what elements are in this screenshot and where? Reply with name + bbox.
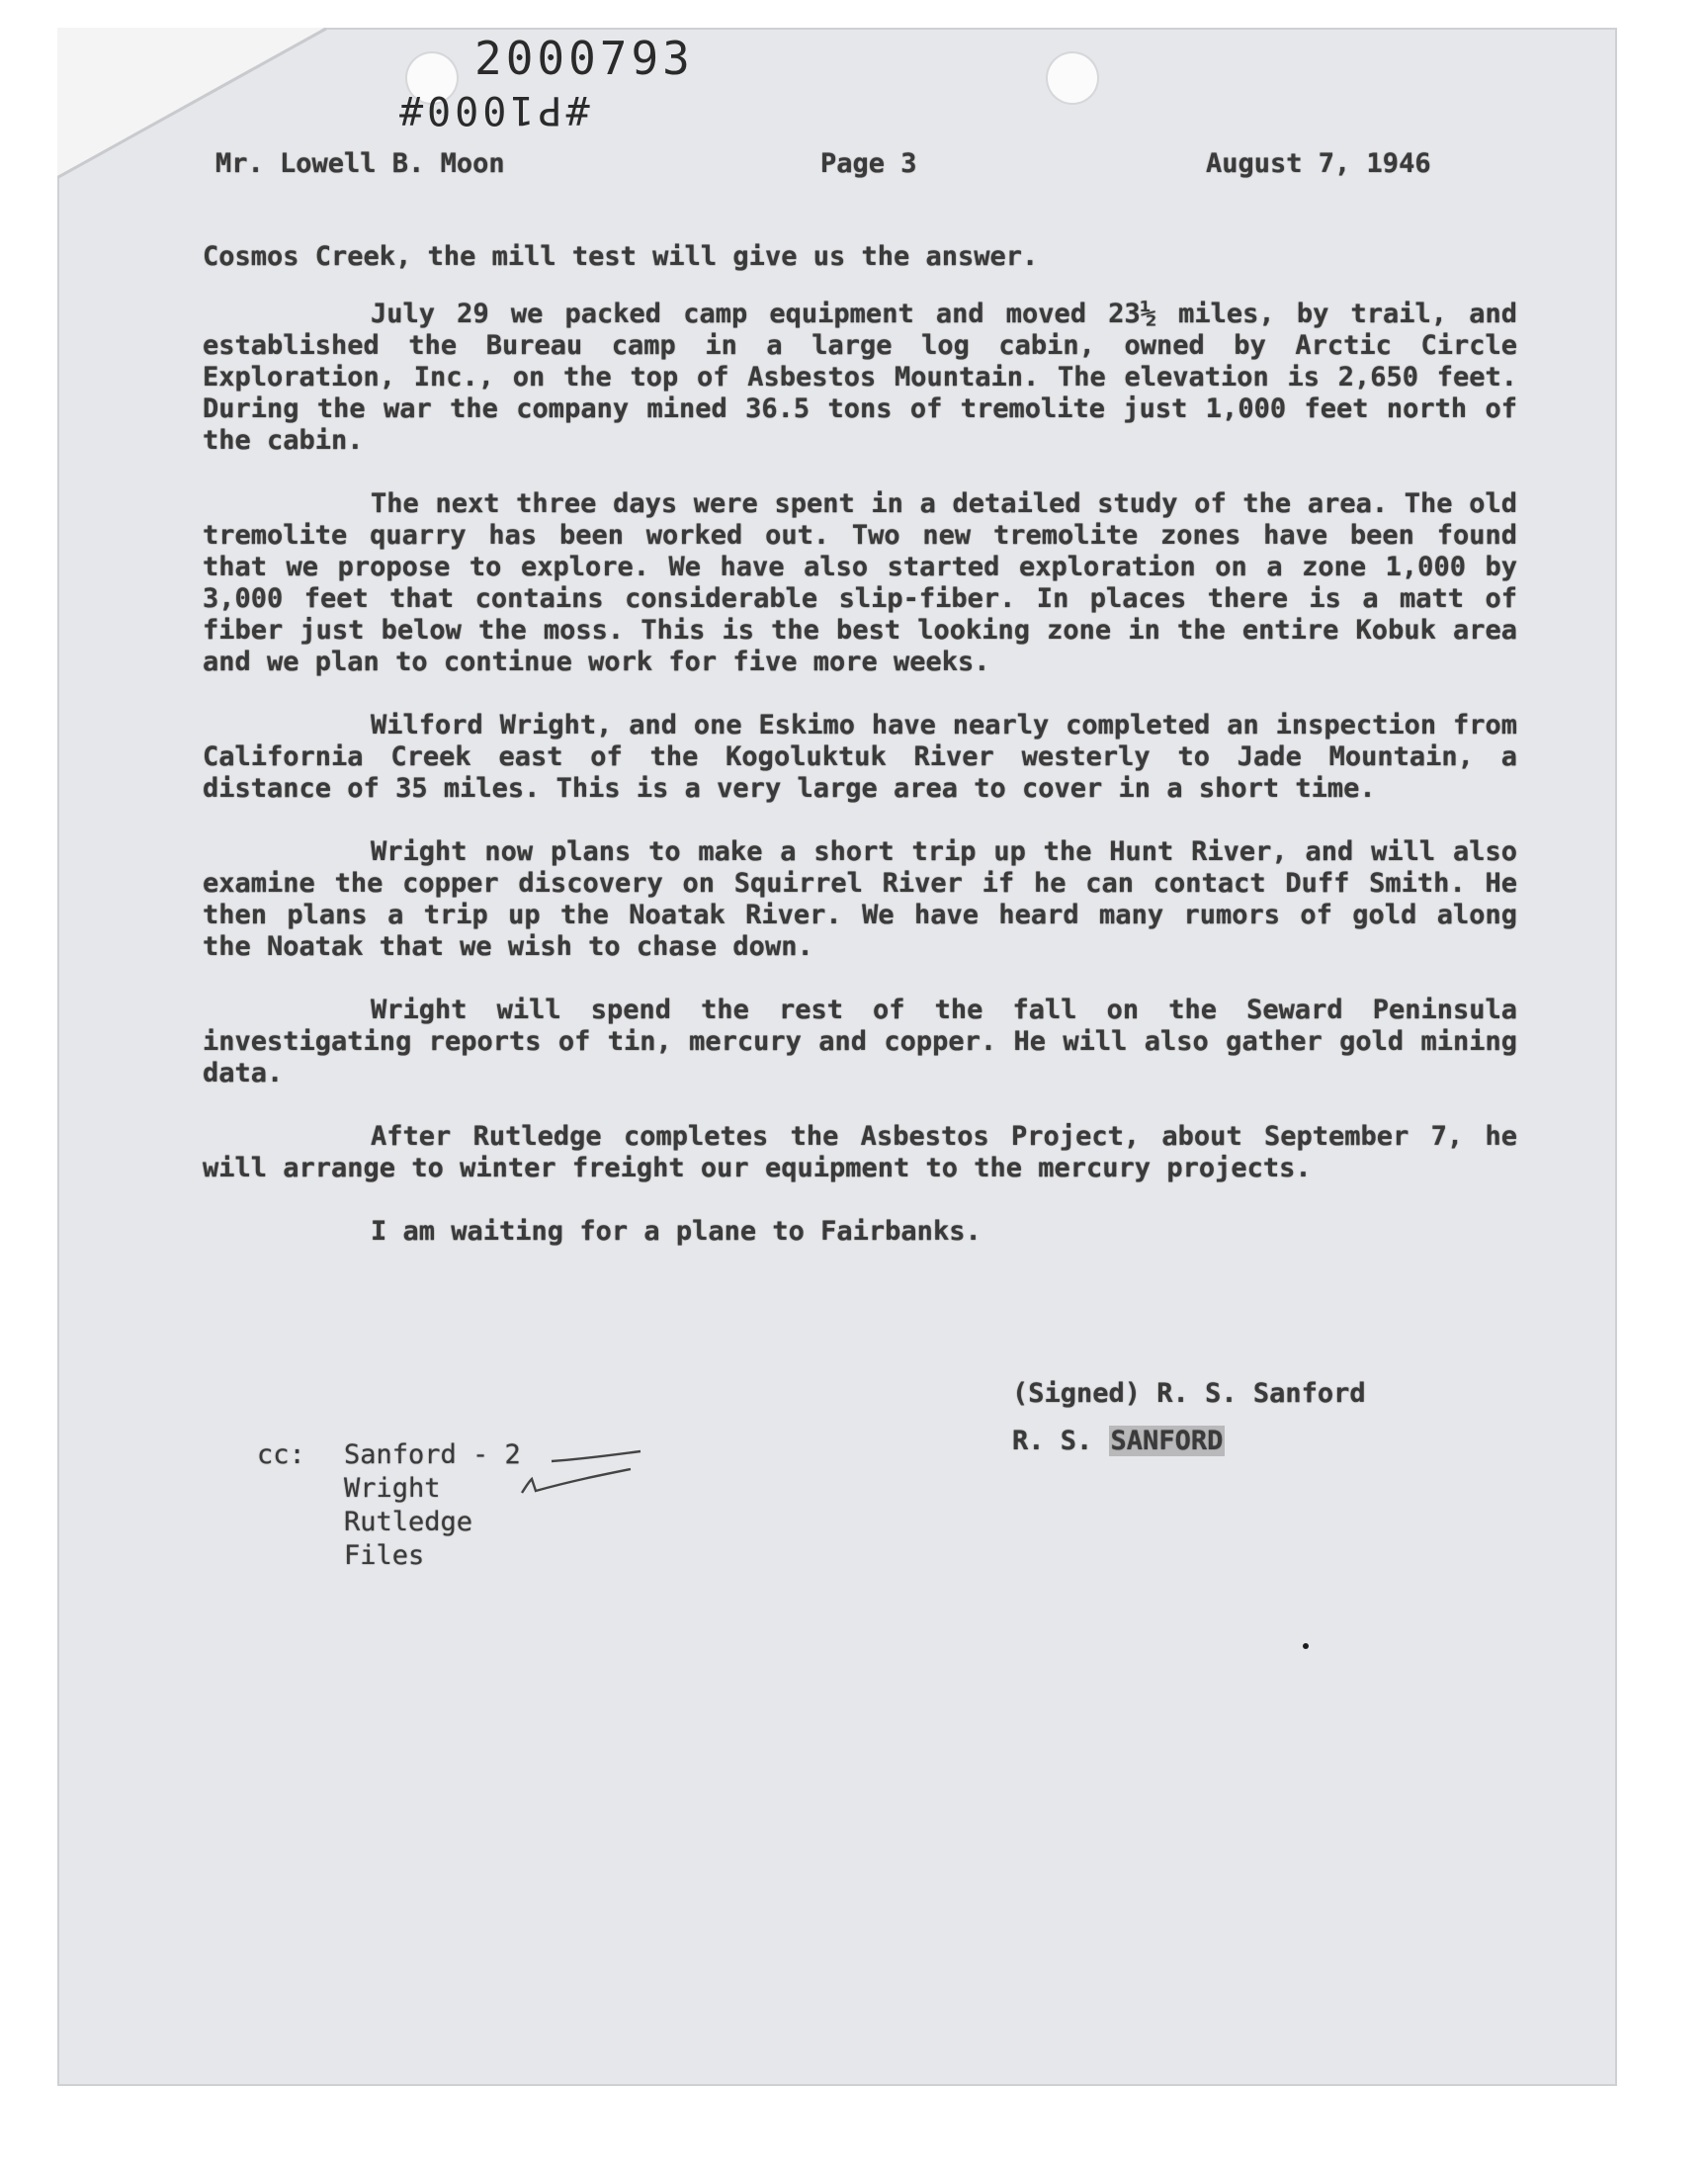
paragraph-wright-inspection: Wilford Wright, and one Eskimo have nearly completed an inspection from California Creek east of the Kogoluktuk River westerly to Jade Mountain, a distance of 35 miles. This is a very large area to cover in a short time.	[203, 710, 1517, 804]
ink-speck	[1303, 1643, 1309, 1649]
signed-line: (Signed) R. S. Sanford	[1012, 1378, 1366, 1409]
letter-body	[203, 241, 1517, 1279]
cc-recipient-list	[344, 1439, 521, 1574]
rotated-number-stamp: #P1000#	[395, 87, 590, 132]
cc-label: cc:	[257, 1439, 305, 1470]
page-number: Page 3	[820, 148, 917, 179]
cc-recipient: Sanford - 2	[344, 1439, 521, 1470]
paragraph-wright-trip: Wright now plans to make a short trip up the Hunt River, and will also examine the copper discovery on Squirrel River if he can contact Duff Smith. He then plans a trip up the Noatak River. We have heard many rumors of gold along the Noatak that we wish to chase down.	[203, 836, 1517, 962]
paragraph-rutledge: After Rutledge completes the Asbestos Project, about September 7, he will arrange to winter freight our equipment to the mercury projects.	[203, 1121, 1517, 1183]
signature-initials: R. S.	[1012, 1426, 1093, 1456]
punch-hole-right	[1048, 53, 1097, 103]
typed-signature	[1012, 1426, 1366, 1457]
cc-recipient: Files	[344, 1540, 425, 1571]
cc-recipient: Wright	[344, 1473, 441, 1504]
letter-date: August 7, 1946	[1206, 148, 1431, 179]
paragraph-area-study: The next three days were spent in a detailed study of the area. The old tremolite quarry has been worked out. Two new tremolite zones have been found that we propose to explore. We have also started exploration on a zone 1,000 by 3,000 feet that contains considerable slip-fiber. In places there is a matt of fiber just below the moss. This is the best looking zone in the entire Kobuk area and we plan to continue work for five more weeks.	[203, 488, 1517, 677]
signature-block	[1012, 1378, 1366, 1473]
cc-recipient: Rutledge	[344, 1507, 473, 1537]
document-number-stamp: 2000793	[474, 32, 694, 85]
paragraph-waiting: I am waiting for a plane to Fairbanks.	[371, 1216, 982, 1247]
paragraph-seward-peninsula: Wright will spend the rest of the fall on the Seward Peninsula investigating reports of tin, mercury and copper. He will also gather gold mining data.	[203, 995, 1517, 1088]
paragraph-continuation: Cosmos Creek, the mill test will give us the answer.	[203, 241, 1039, 272]
paragraph-camp-move: July 29 we packed camp equipment and moved 23½ miles, by trail, and established the Bureau camp in a large log cabin, owned by Arctic Circle Exploration, Inc., on the top of Asbestos Mountain. The elevation is 2,650 feet. During the war the company mined 36.5 tons of tremolite just 1,000 feet north of the cabin.	[203, 299, 1517, 456]
signature-surname: SANFORD	[1110, 1426, 1224, 1456]
letter-header	[215, 148, 1441, 184]
recipient-name: Mr. Lowell B. Moon	[215, 148, 505, 179]
